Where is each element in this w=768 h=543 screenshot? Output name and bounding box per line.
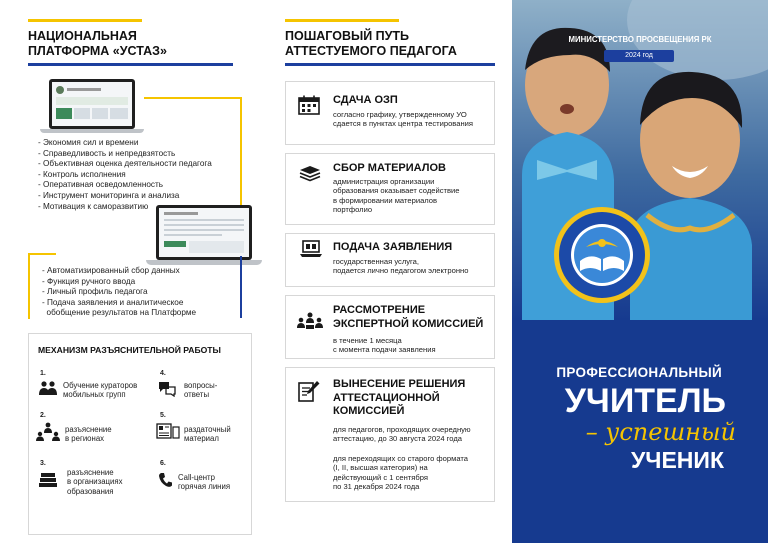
list-item: - Функция ручного ввода: [42, 276, 136, 286]
handout-icon: [156, 423, 180, 439]
step-4-title: РАССМОТРЕНИЕ ЭКСПЕРТНОЙ КОМИССИЕЙ: [333, 304, 484, 330]
curators-icon: [38, 380, 58, 397]
laptop-image-2: [146, 205, 262, 265]
path-title: ПОШАГОВЫЙ ПУТЬ АТТЕСТУЕМОГО ПЕДАГОГА: [285, 29, 457, 58]
title-accent-yellow: [28, 19, 142, 22]
headline-line-2: УЧИТЕЛЬ: [564, 382, 726, 420]
platform-title: НАЦИОНАЛЬНАЯ ПЛАТФОРМА «УСТАЗ»: [28, 29, 167, 58]
mechanism-item-1: Обучение кураторов мобильных групп: [63, 381, 138, 400]
step-4-text: в течение 1 месяца с момента подачи заявления: [333, 336, 436, 355]
step-5-text-2: для переходящих со старого формата (I, II, высшая категория) на действующий с 1 сентября по 31 декабря 2024 года: [333, 454, 469, 492]
mechanism-item-2: разъяснение в регионах: [65, 425, 112, 444]
mechanism-item-4: вопросы- ответы: [184, 381, 218, 400]
step-5-title: ВЫНЕСЕНИЕ РЕШЕНИЯ АТТЕСТАЦИОННОЙ КОМИССИЕЙ: [333, 378, 466, 417]
benefits-list: [38, 138, 212, 212]
step-2-title: СБОР МАТЕРИАЛОВ: [333, 162, 446, 174]
documents-stack-icon: [298, 162, 322, 182]
laptop-icon: [299, 240, 323, 258]
features-list: [42, 266, 196, 319]
regions-icon: [36, 422, 60, 442]
middle-accent-yellow: [285, 19, 399, 22]
step-1-text: согласно графику, утвержденному УО сдается в пунктах центра тестирования: [333, 110, 474, 129]
list-item: - Справедливость и непредвзятость: [38, 148, 176, 158]
phone-icon: [158, 472, 172, 488]
document-signing-icon: [298, 380, 320, 402]
list-item: - Мотивация к саморазвитию: [38, 201, 149, 211]
year-badge: 2024 год: [604, 50, 674, 62]
list-item: - Объективная оценка деятельности педагога: [38, 159, 212, 169]
list-item: - Экономия сил и времени: [38, 138, 139, 147]
list-item: - Оперативная осведомленность: [38, 180, 164, 190]
list-item: - Контроль исполнения: [38, 169, 126, 179]
list-item: - Автоматизированный сбор данных: [42, 266, 180, 275]
mechanism-item-6: Call-центр горячая линия: [178, 473, 231, 492]
step-3-title: ПОДАЧА ЗАЯВЛЕНИЯ: [333, 241, 453, 253]
question-answer-icon: [158, 380, 176, 397]
headline-line-4: УЧЕНИК: [631, 447, 724, 473]
emblem-logo: [542, 205, 662, 305]
ministry-label: МИНИСТЕРСТВО ПРОСВЕЩЕНИЯ РК: [568, 35, 712, 44]
step-2-text: администрация организации образования оказывает содействие в формировании материалов портфолио: [333, 177, 460, 215]
list-item: - Личный профиль педагога: [42, 287, 148, 297]
headline-line-3: – успешный: [585, 418, 736, 446]
calendar-icon: [298, 95, 320, 115]
mechanism-item-5: раздаточный материал: [184, 425, 231, 444]
list-item: - Подача заявления и аналитическое: [42, 297, 184, 307]
mechanism-title: МЕХАНИЗМ РАЗЪЯСНИТЕЛЬНОЙ РАБОТЫ: [38, 345, 221, 355]
list-item: - Инструмент мониторинга и анализа: [38, 190, 180, 200]
step-3-text: государственная услуга, подается лично педагогом электронно: [333, 257, 469, 276]
step-5-text: для педагогов, проходящих очередную аттестацию, до 30 августа 2024 года: [333, 425, 471, 444]
middle-accent-blue: [285, 63, 495, 66]
mechanism-item-3: разъяснение в организациях образования: [67, 468, 123, 496]
commission-icon: [297, 312, 323, 330]
books-icon: [38, 472, 58, 488]
cover-panel: [512, 0, 768, 543]
headline-line-1: ПРОФЕССИОНАЛЬНЫЙ: [556, 365, 722, 380]
title-accent-blue: [28, 63, 233, 66]
list-item: обобщение результатов на Платформе: [42, 308, 197, 318]
frame-accent-blue: [240, 256, 242, 318]
laptop-image-1: [40, 79, 144, 133]
step-1-title: СДАЧА ОЗП: [333, 94, 398, 106]
